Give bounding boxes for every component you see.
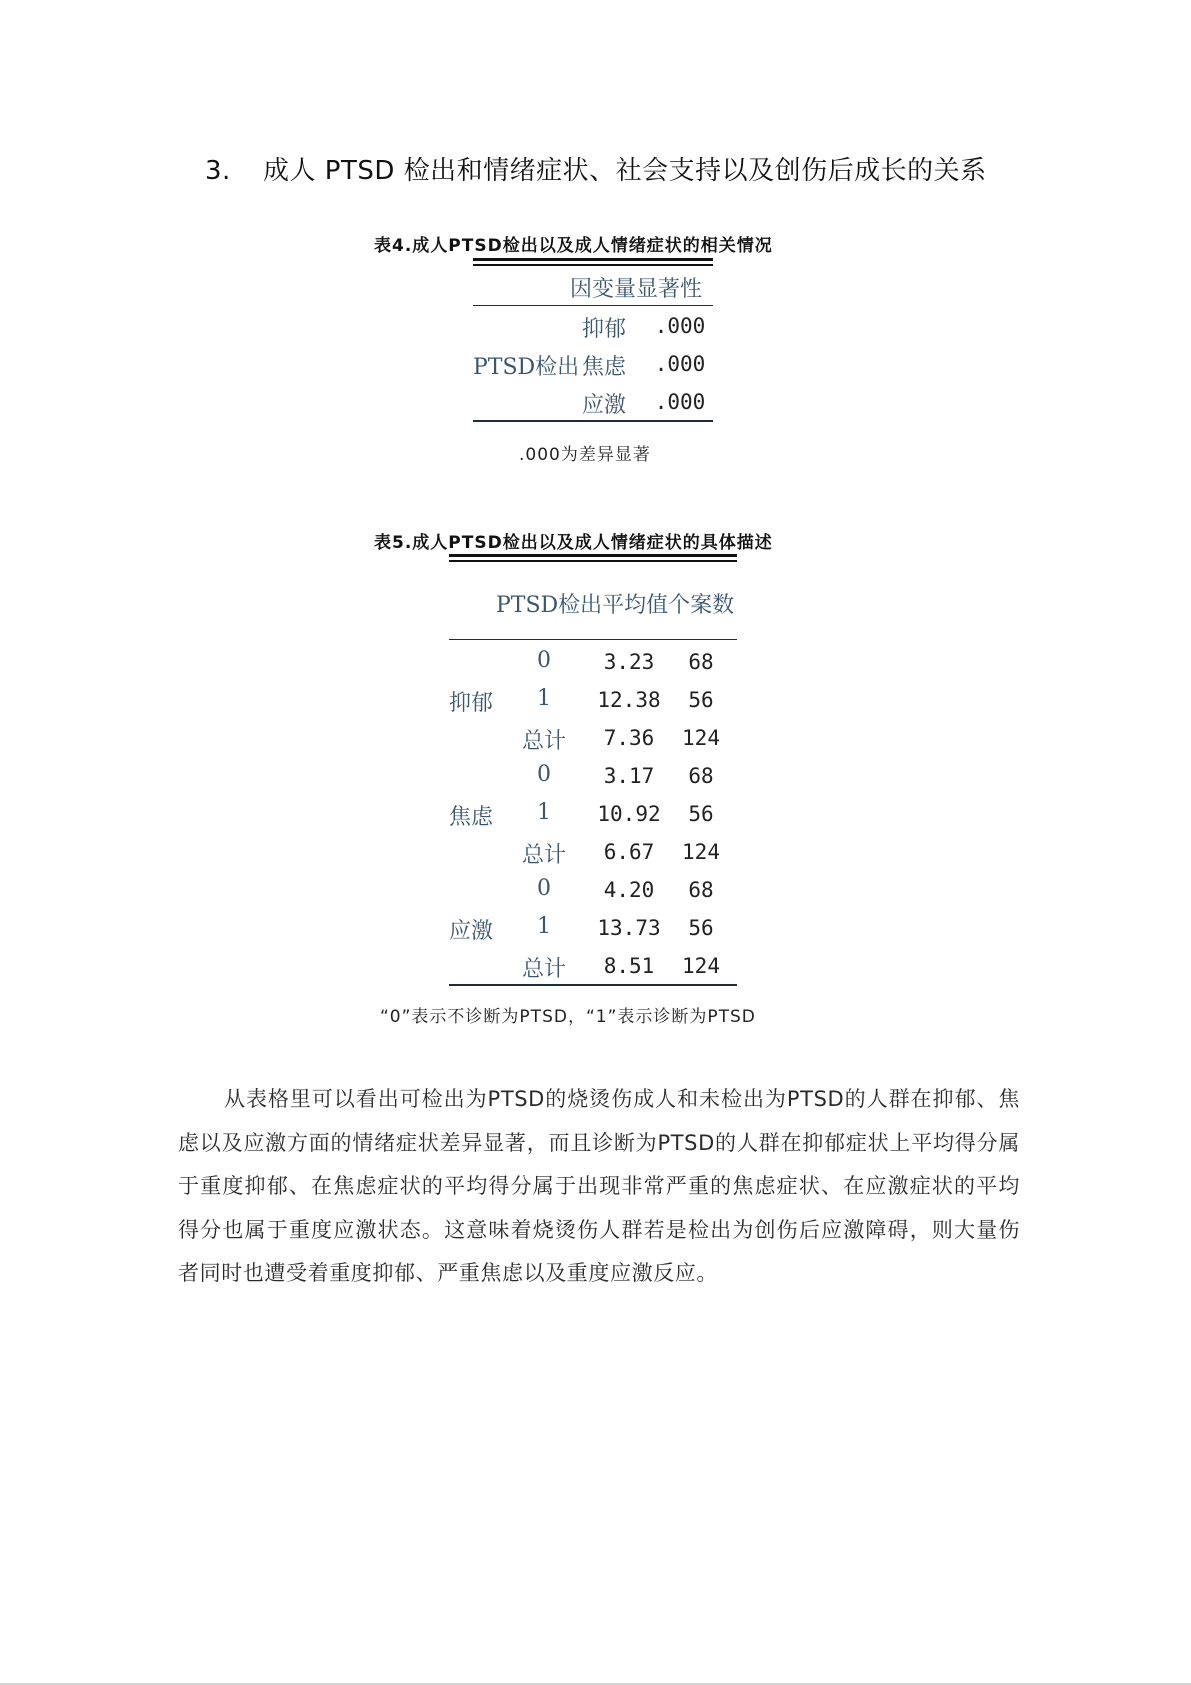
table5-code: 总计 — [522, 957, 567, 982]
table5-caption-rule-thick — [449, 554, 737, 557]
table5-mean: 4.20 — [603, 878, 655, 902]
table5-caption: 表5.成人PTSD检出以及成人情绪症状的具体描述 — [374, 533, 773, 553]
table4-note: .000为差异显著 — [519, 445, 651, 465]
table5-count: 124 — [682, 726, 720, 750]
table5-bottom-rule — [449, 984, 737, 986]
table5-code: 0 — [537, 876, 551, 901]
table5-mean: 7.36 — [603, 726, 655, 750]
table4-row-label: 应激 — [582, 393, 627, 418]
table5-code: 1 — [537, 800, 551, 825]
table5-mean: 8.51 — [603, 954, 655, 978]
table4-row-value: .000 — [654, 314, 706, 338]
table5-code: 1 — [537, 914, 551, 939]
table5-mean: 13.73 — [597, 916, 661, 940]
table5-count: 124 — [682, 840, 720, 864]
section-number: 3. — [205, 156, 231, 186]
table5-mean: 3.17 — [603, 764, 655, 788]
section-heading — [205, 150, 1025, 187]
table5-note: “0”表示不诊断为PTSD，“1”表示诊断为PTSD — [380, 1007, 756, 1027]
table5-count: 68 — [688, 764, 714, 788]
body-paragraph: 从表格里可以看出可检出为PTSD的烧烫伤成人和未检出为PTSD的人群在抑郁、焦虑以及应激方面的情绪症状差异显著，而且诊断为PTSD的人群在抑郁症状上平均得分属于重度抑郁、在焦虑症状的平均得分属于出现非常严重的焦虑症状、在应激症状的平均得分也属于重度应激状态。这意味着烧烫伤人群若是检出为创伤后应激障碍，则大量伤者同时也遭受着重度抑郁、严重焦虑以及重度应激反应。 — [178, 1087, 1020, 1285]
table4-row-value: .000 — [654, 390, 706, 414]
table5-header-rule — [449, 639, 737, 640]
table5-caption-rule-thin — [449, 560, 737, 562]
table4-row-value: .000 — [654, 352, 706, 376]
table5-count: 56 — [688, 916, 714, 940]
table5-mean: 6.67 — [603, 840, 655, 864]
table4-group-label: PTSD检出 — [473, 355, 580, 380]
table4-caption-rule-thin — [473, 264, 713, 266]
table5-code: 总计 — [522, 843, 567, 868]
table5-group-label: 抑郁 — [449, 691, 494, 716]
table4-caption: 表4.成人PTSD检出以及成人情绪症状的相关情况 — [374, 236, 773, 256]
table5-mean: 3.23 — [603, 650, 655, 674]
table4-row-label: 焦虑 — [582, 355, 627, 380]
table5-mean: 12.38 — [597, 688, 661, 712]
table5-count: 56 — [688, 688, 714, 712]
table5-count: 68 — [688, 878, 714, 902]
table4-caption-rule-thick — [473, 258, 713, 261]
table5-count: 56 — [688, 802, 714, 826]
table4-header-rule — [473, 305, 713, 306]
table5-code: 1 — [537, 686, 551, 711]
table5-header: PTSD检出平均值个案数 — [496, 593, 735, 618]
table5-code: 0 — [537, 762, 551, 787]
table5-group-label: 应激 — [449, 919, 494, 944]
table5-count: 68 — [688, 650, 714, 674]
table4-header: 因变量显著性 — [570, 277, 703, 302]
table4-bottom-rule — [473, 420, 713, 422]
section-title: 成人 PTSD 检出和情绪症状、社会支持以及创伤后成长的关系 — [263, 156, 987, 186]
table5-mean: 10.92 — [597, 802, 661, 826]
table4-row-label: 抑郁 — [582, 317, 627, 342]
table5-code: 总计 — [522, 729, 567, 754]
table5-count: 124 — [682, 954, 720, 978]
table5-group-label: 焦虑 — [449, 805, 494, 830]
table5-code: 0 — [537, 648, 551, 673]
